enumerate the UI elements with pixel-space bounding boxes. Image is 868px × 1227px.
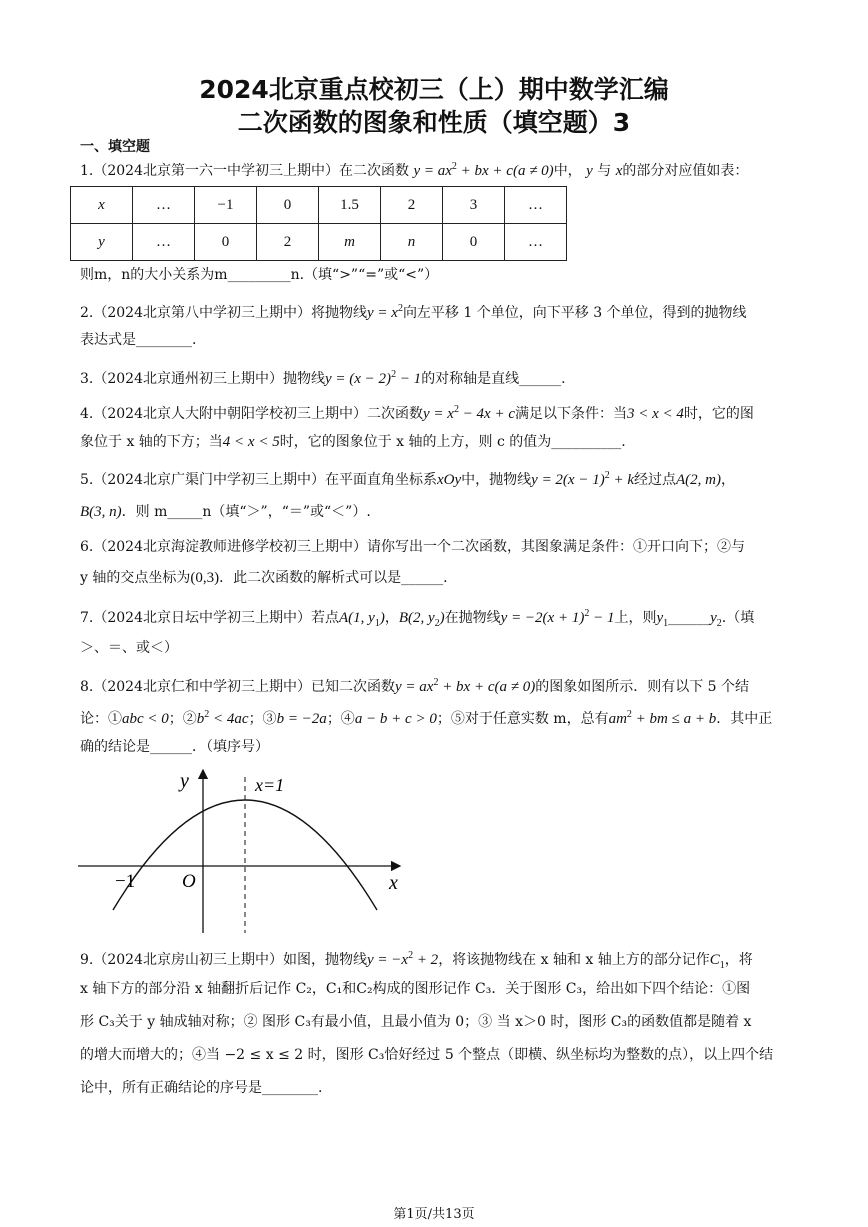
question-2-line-1: 2.（2024北京第八中学初三上期中）将抛物线$y = x^2$向左平移 1 个单位，向下平移 3 个单位，得到的抛物线 <box>80 303 747 321</box>
table-cell: 0 <box>257 187 319 224</box>
question-5-line-2: B(3, n)．则 m_____n（填“＞”，“＝”或“＜”）. <box>80 504 371 520</box>
question-7-line-1: 7.（2024北京日坛中学初三上期中）若点A(1, $y_1$)，B(2, $y_2$)在抛物线$y = -2(x + 1)^2 - 1$上，则$y_1\_\_\_\_\_\_y_2$.（填 <box>80 608 755 629</box>
question-9-line-1: 9.（2024北京房山初三上期中）如图，抛物线$y = -x^2 + 2$，将该抛物线在 x 轴和 x 轴上方的部分记作$C_1$，将 <box>80 950 753 971</box>
question-9-line-2: x 轴下方的部分沿 x 轴翻折后记作 C₂，C₁和C₂构成的图形记作 C₃．关于图形 C₃，给出如下四个结论：①图 <box>80 981 751 997</box>
table-cell: −1 <box>195 187 257 224</box>
table-cell: 3 <box>443 187 505 224</box>
question-3: 3.（2024北京通州初三上期中）抛物线$y = (x - 2)^2 - 1$的对称轴是直线______. <box>80 369 566 387</box>
table-cell: n <box>381 224 443 261</box>
parabola-graph <box>75 765 410 935</box>
value-table <box>70 186 567 261</box>
table-cell: y <box>71 224 133 261</box>
table-cell: 0 <box>195 224 257 261</box>
table-cell: 2 <box>257 224 319 261</box>
title-line-2: 二次函数的图象和性质（填空题）3 <box>237 108 631 137</box>
question-5-line-1: 5.（2024北京广渠门中学初三上期中）在平面直角坐标系xOy中，抛物线$y = 2(x - 1)^2 + k$经过点A(2, m)， <box>80 470 735 488</box>
question-4-line-1: 4.（2024北京人大附中朝阳学校初三上期中）二次函数$y = x^2 - 4x + c$满足以下条件：当3 < x < 4时，它的图 <box>80 404 754 422</box>
table-row-x <box>71 187 567 224</box>
y-axis-label: y <box>180 770 189 792</box>
table-cell: 0 <box>443 224 505 261</box>
table-cell: x <box>71 187 133 224</box>
question-1-line-1: 1.（2024北京第一六一中学初三上期中）在二次函数 $y = ax^2$ + bx + c(a ≠ 0)中， y 与 x的部分对应值如表： <box>80 161 749 179</box>
table-cell: … <box>505 187 567 224</box>
origin-label: O <box>182 871 196 892</box>
question-6-line-2: y 轴的交点坐标为(0,3)．此二次函数的解析式可以是______. <box>80 570 448 586</box>
question-9-line-3: 形 C₃关于 y 轴成轴对称；② 图形 C₃有最小值，且最小值为 0；③ 当 x＞0 时，图形 C₃的函数值都是随着 x <box>80 1014 752 1030</box>
table-cell: m <box>319 224 381 261</box>
neg-one-label: −1 <box>115 871 136 892</box>
title-line-1: 2024北京重点校初三（上）期中数学汇编 <box>199 75 669 104</box>
question-8-line-1: 8.（2024北京仁和中学初三上期中）已知二次函数$y = ax^2$ + bx + c(a ≠ 0)的图象如图所示．则有以下 5 个结 <box>80 677 750 695</box>
page-footer: 第1页/共13页 <box>393 1207 475 1222</box>
table-row-y <box>71 224 567 261</box>
question-9-line-5: 论中，所有正确结论的序号是________. <box>80 1080 323 1096</box>
question-7-line-2: ＞、＝、或＜） <box>80 640 178 656</box>
x-axis-label: x <box>389 872 398 894</box>
table-cell: … <box>133 187 195 224</box>
section-heading: 一、填空题 <box>80 139 150 155</box>
question-8-line-3: 确的结论是______．（填序号） <box>80 739 269 755</box>
question-1-line-2: 则m，n的大小关系为m_________n.（填“>”“=”或“<”） <box>80 267 439 283</box>
table-cell: 1.5 <box>319 187 381 224</box>
question-4-line-2: 象位于 x 轴的下方；当4 < x < 5时，它的图象位于 x 轴的上方，则 c 的值为__________. <box>80 434 626 450</box>
table-cell: … <box>505 224 567 261</box>
table-cell: 2 <box>381 187 443 224</box>
table-cell: … <box>133 224 195 261</box>
question-2-line-2: 表达式是________. <box>80 332 197 348</box>
question-6-line-1: 6.（2024北京海淀教师进修学校初三上期中）请你写出一个二次函数，其图象满足条件：①开口向下；②与 <box>80 539 745 555</box>
symmetry-axis-label: x=1 <box>255 775 285 795</box>
question-9-line-4: 的增大而增大的；④当 −2 ≤ x ≤ 2 时，图形 C₃恰好经过 5 个整点（即横、纵坐标均为整数的点），以上四个结 <box>80 1047 774 1063</box>
question-8-line-2: 论：①abc < 0；$②b^2 < 4ac$；③b = −2a；④a − b + c > 0；⑤对于任意实数 m，总有$am^2$ + bm ≤ a + b．其中正 <box>80 709 773 727</box>
